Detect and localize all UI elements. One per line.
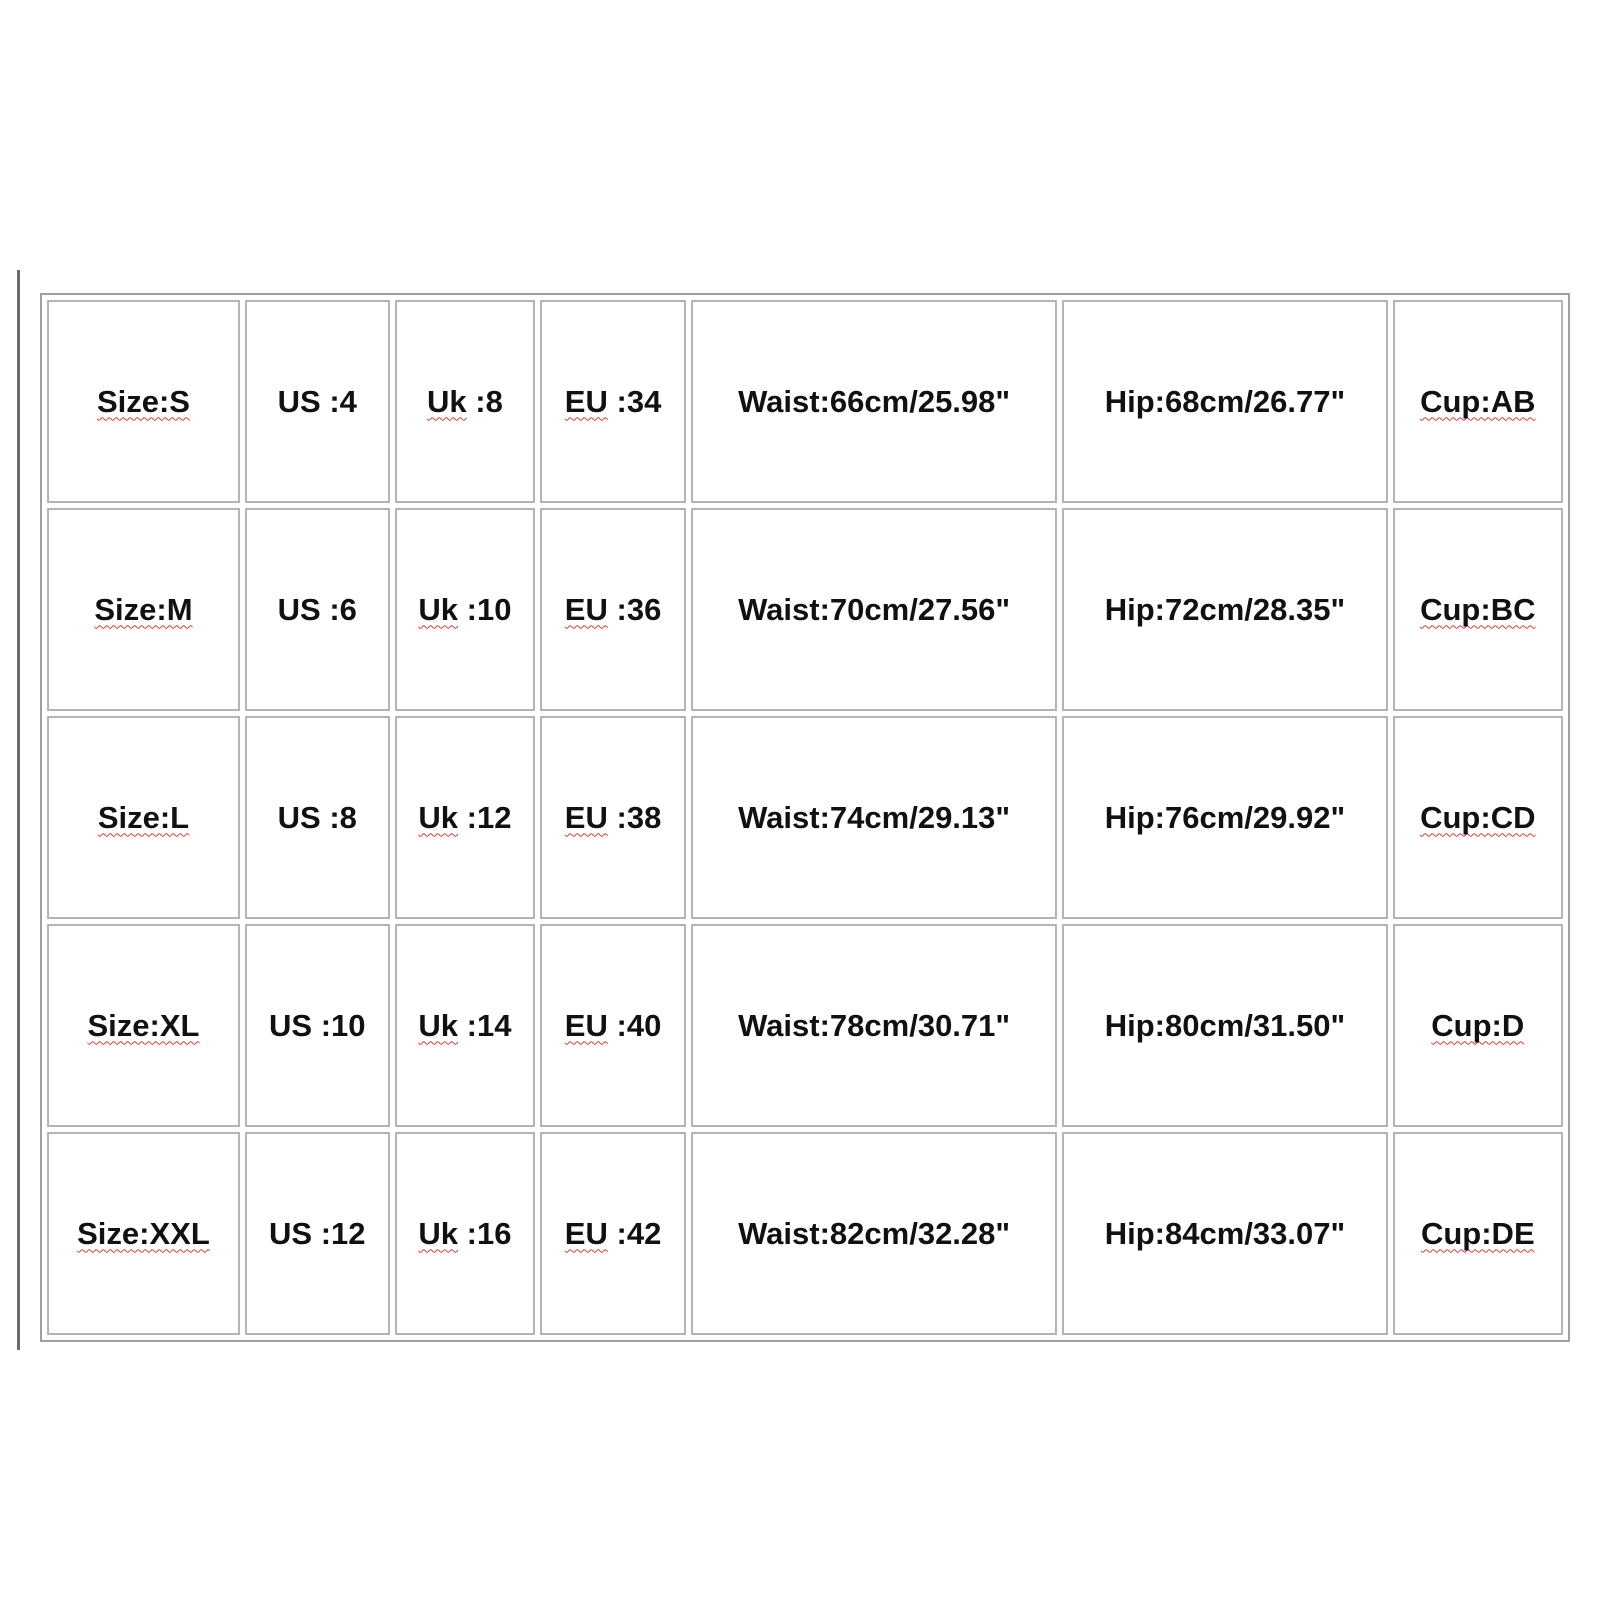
us-label: US [269, 1215, 313, 1251]
waist-value: Waist:82cm/32.28" [738, 1215, 1011, 1251]
table-row [47, 1132, 1563, 1335]
waist-cell [691, 508, 1057, 711]
us-cell [245, 924, 390, 1127]
size-cell [47, 716, 240, 919]
waist-cell [691, 1132, 1057, 1335]
uk-label: Uk [426, 383, 467, 419]
waist-value: Waist:74cm/29.13" [738, 799, 1011, 835]
uk-value: :12 [466, 799, 512, 835]
cup-cell [1393, 1132, 1563, 1335]
cup-value: Cup:AB [1420, 383, 1536, 419]
eu-cell [540, 1132, 686, 1335]
eu-cell [540, 300, 686, 503]
table-row [47, 508, 1563, 711]
us-label: US [277, 383, 321, 419]
hip-value: Hip:68cm/26.77" [1104, 383, 1346, 419]
cup-cell [1393, 508, 1563, 711]
hip-value: Hip:72cm/28.35" [1104, 591, 1346, 627]
size-cell [47, 508, 240, 711]
waist-cell [691, 300, 1057, 503]
cup-cell [1393, 716, 1563, 919]
left-vertical-rule [17, 270, 20, 1350]
us-value: :10 [320, 1007, 366, 1043]
eu-label: EU [564, 1215, 608, 1251]
cup-value: Cup:BC [1420, 591, 1536, 627]
size-label: Size:M [94, 591, 193, 627]
uk-value: :8 [475, 383, 503, 419]
eu-label: EU [564, 799, 608, 835]
eu-value: :42 [616, 1215, 662, 1251]
hip-cell [1062, 716, 1387, 919]
table-row [47, 300, 1563, 503]
waist-value: Waist:70cm/27.56" [738, 591, 1011, 627]
eu-label: EU [564, 591, 608, 627]
uk-value: :14 [466, 1007, 512, 1043]
hip-cell [1062, 300, 1387, 503]
uk-label: Uk [418, 591, 458, 627]
us-value: :6 [329, 591, 357, 627]
cup-value: Cup:DE [1420, 1215, 1535, 1251]
us-cell [245, 1132, 390, 1335]
us-cell [245, 300, 390, 503]
size-label: Size:XL [87, 1007, 200, 1043]
hip-cell [1062, 924, 1387, 1127]
size-cell [47, 300, 240, 503]
eu-value: :36 [616, 591, 662, 627]
uk-cell [395, 300, 536, 503]
cup-value: Cup:D [1431, 1007, 1525, 1043]
hip-value: Hip:76cm/29.92" [1104, 799, 1346, 835]
size-label: Size:XXL [77, 1215, 210, 1251]
hip-value: Hip:84cm/33.07" [1104, 1215, 1346, 1251]
us-cell [245, 716, 390, 919]
us-cell [245, 508, 390, 711]
us-value: :4 [329, 383, 357, 419]
uk-cell [395, 508, 536, 711]
eu-cell [540, 508, 686, 711]
eu-value: :40 [616, 1007, 662, 1043]
size-chart-table [40, 293, 1570, 1342]
eu-value: :38 [616, 799, 662, 835]
hip-cell [1062, 508, 1387, 711]
us-label: US [277, 799, 321, 835]
waist-value: Waist:66cm/25.98" [738, 383, 1011, 419]
eu-cell [540, 924, 686, 1127]
eu-label: EU [564, 1007, 608, 1043]
waist-cell [691, 716, 1057, 919]
eu-value: :34 [616, 383, 662, 419]
cup-value: Cup:CD [1420, 799, 1536, 835]
uk-value: :10 [466, 591, 512, 627]
size-cell [47, 1132, 240, 1335]
eu-cell [540, 716, 686, 919]
uk-cell [395, 924, 536, 1127]
table-row [47, 924, 1563, 1127]
size-label: Size:S [96, 383, 190, 419]
uk-label: Uk [418, 799, 458, 835]
cup-cell [1393, 924, 1563, 1127]
us-value: :8 [329, 799, 357, 835]
us-label: US [277, 591, 321, 627]
table-row [47, 716, 1563, 919]
hip-cell [1062, 1132, 1387, 1335]
size-label: Size:L [97, 799, 190, 835]
uk-cell [395, 716, 536, 919]
uk-label: Uk [418, 1215, 458, 1251]
uk-cell [395, 1132, 536, 1335]
us-value: :12 [320, 1215, 366, 1251]
us-label: US [269, 1007, 313, 1043]
waist-cell [691, 924, 1057, 1127]
hip-value: Hip:80cm/31.50" [1104, 1007, 1346, 1043]
size-cell [47, 924, 240, 1127]
cup-cell [1393, 300, 1563, 503]
uk-value: :16 [466, 1215, 512, 1251]
uk-label: Uk [418, 1007, 458, 1043]
eu-label: EU [564, 383, 608, 419]
waist-value: Waist:78cm/30.71" [738, 1007, 1011, 1043]
